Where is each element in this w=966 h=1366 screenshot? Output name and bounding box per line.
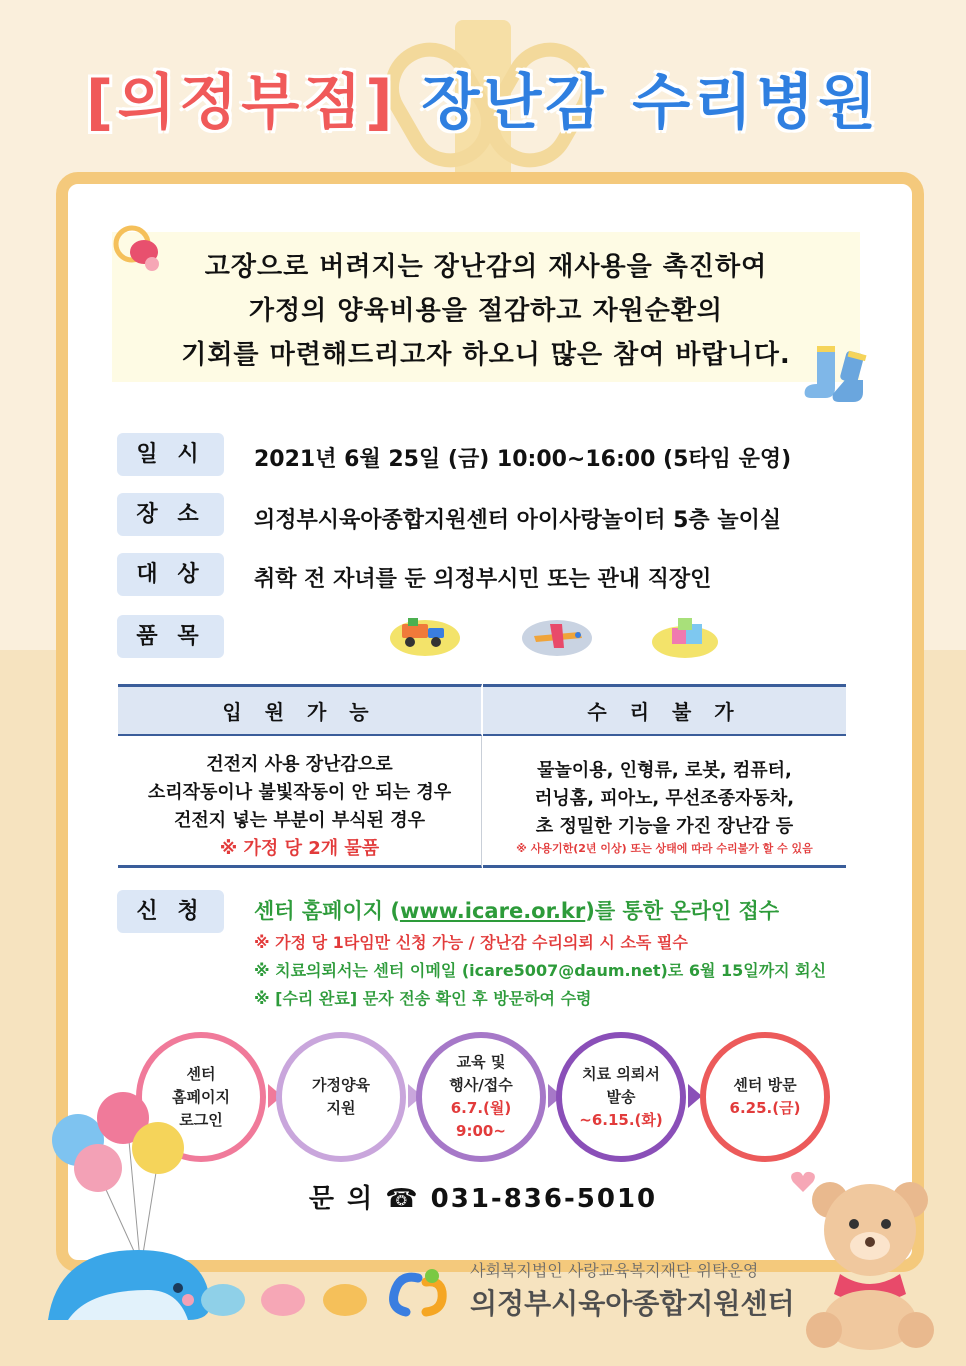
apply-label: 신 청 — [117, 890, 224, 933]
step-1-line-2: 홈페이지 — [172, 1087, 230, 1106]
apply-note-2: ※ 치료의뢰서는 센터 이메일 (icare5007@daum.net)로 6월 15일까지 회신 — [254, 961, 827, 980]
phone-icon: ☎ — [385, 1184, 420, 1214]
apply-note-3: ※ [수리 완료] 문자 전송 확인 후 방문하여 수령 — [254, 989, 592, 1008]
step-4-date: ~6.15.(화) — [579, 1110, 663, 1129]
chicks-illustration — [195, 1270, 385, 1320]
apply-prefix: 센터 홈페이지 ( — [254, 899, 400, 923]
step-3 — [416, 1032, 546, 1162]
step-4-line-1: 치료 의뢰서 — [582, 1064, 660, 1083]
apply-main-text — [254, 895, 779, 925]
contact-phone: 031-836-5010 — [430, 1184, 658, 1214]
impossible-line-2: 러닝홈, 피아노, 무선조종자동차, — [534, 788, 795, 809]
impossible-line-1: 물놀이용, 인형류, 로봇, 컴퓨터, — [537, 760, 792, 781]
intro-box — [112, 232, 860, 382]
title-branch: [의정부점] — [85, 68, 397, 138]
apply-suffix: )를 통한 온라인 접수 — [585, 899, 780, 923]
date-value: 2021년 6월 25일 (금) 10:00~16:00 (5타임 운영) — [254, 447, 792, 472]
possible-line-3: 건전지 넣는 부분이 부식된 경우 — [173, 810, 426, 831]
step-2-line-2: 지원 — [326, 1099, 356, 1117]
step-4 — [556, 1032, 686, 1162]
target-label: 대 상 — [117, 553, 224, 596]
place-value: 의정부시육아종합지원센터 아이사랑놀이터 5층 놀이실 — [254, 508, 782, 533]
impossible-note: ※ 사용기한(2년 이상) 또는 상태에 따라 수리불가 할 수 있음 — [516, 842, 813, 855]
step-5-date: 6.25.(금) — [729, 1099, 801, 1117]
items-label: 품 목 — [117, 615, 224, 658]
title-name: 장난감 수리병원 — [421, 68, 881, 138]
step-3-line-1: 교육 및 — [456, 1053, 506, 1071]
step-3-time: 9:00~ — [456, 1122, 506, 1140]
intro-line-2: 가정의 양육비용을 절감하고 자원순환의 — [248, 296, 724, 326]
pacifier-icon — [112, 222, 168, 278]
step-3-line-2: 행사/접수 — [449, 1076, 513, 1094]
impossible-header: 수 리 불 가 — [483, 684, 846, 736]
footer-operator: 사회복지법인 사랑교육복지재단 위탁운영 — [470, 1261, 759, 1280]
step-2 — [276, 1032, 406, 1162]
intro-line-1: 고장으로 버려지는 장난감의 재사용을 촉진하여 — [204, 252, 768, 282]
possible-line-1: 건전지 사용 장난감으로 — [206, 754, 393, 775]
step-5-line-1: 센터 방문 — [733, 1076, 797, 1094]
footer-center-name: 의정부시육아종합지원센터 — [470, 1287, 795, 1320]
possible-note: ※ 가정 당 2개 물품 — [219, 838, 380, 859]
possible-header: 입 원 가 능 — [118, 684, 482, 736]
toy-blocks-icon — [650, 614, 720, 660]
step-5 — [700, 1032, 830, 1162]
toy-truck-icon — [388, 612, 462, 658]
teddy-bear-illustration — [790, 1170, 950, 1350]
possible-cell — [118, 736, 482, 868]
baby-socks-icon — [795, 340, 877, 410]
contact-label: 문 의 — [308, 1184, 375, 1214]
step-1-line-3: 로그인 — [179, 1110, 223, 1129]
place-label: 장 소 — [117, 493, 224, 536]
date-label: 일 시 — [117, 433, 224, 476]
step-4-line-2: 발송 — [606, 1087, 636, 1106]
possible-line-2: 소리작동이나 불빛작동이 안 되는 경우 — [147, 782, 452, 803]
impossible-cell — [483, 736, 846, 868]
repair-table — [118, 684, 846, 868]
step-3-date: 6.7.(월) — [450, 1099, 512, 1117]
toy-airplane-icon — [520, 614, 594, 658]
center-logo-icon — [386, 1262, 466, 1318]
apply-note-1: ※ 가정 당 1타임만 신청 가능 / 장난감 수리의뢰 시 소독 필수 — [254, 933, 688, 952]
poster-title — [0, 55, 966, 141]
step-2-line-1: 가정양육 — [312, 1076, 370, 1094]
step-1-line-1: 센터 — [186, 1064, 216, 1083]
homepage-link[interactable]: www.icare.or.kr — [399, 899, 586, 923]
intro-line-3: 기회를 마련해드리고자 하오니 많은 참여 바랍니다. — [181, 340, 791, 370]
impossible-line-3: 초 정밀한 기능을 가진 장난감 등 — [535, 816, 794, 837]
target-value: 취학 전 자녀를 둔 의정부시민 또는 관내 직장인 — [254, 567, 712, 592]
